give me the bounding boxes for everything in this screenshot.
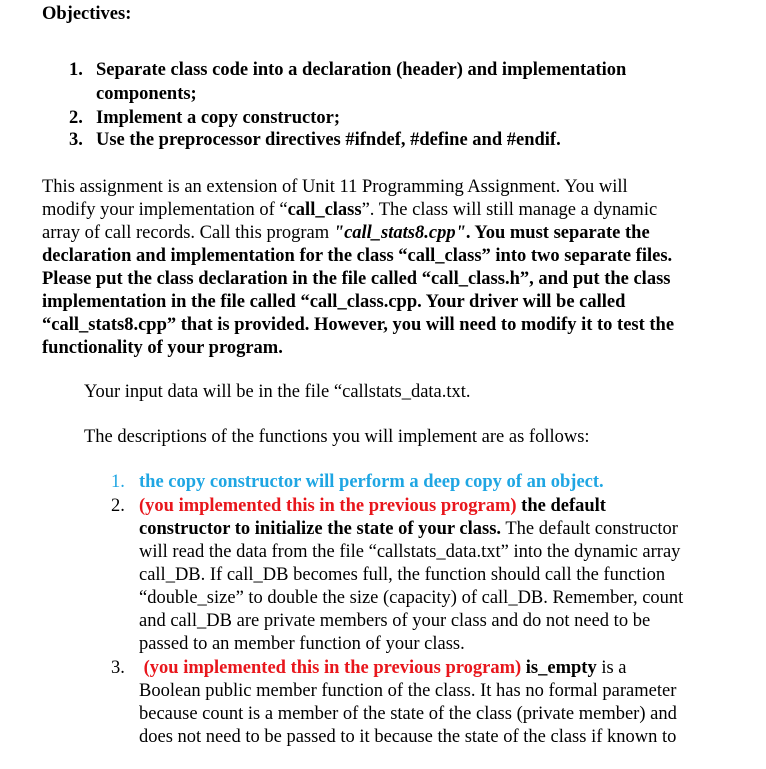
objective-item-2 xyxy=(69,106,340,130)
objective-text: Separate class code into a declaration (header) and implementation xyxy=(96,60,627,80)
intro-text: array of call records. Call this program xyxy=(42,223,334,243)
class-name: call_class xyxy=(287,200,362,220)
previous-program-note: (you implemented this in the previous program) xyxy=(139,658,522,678)
function-number: 2. xyxy=(111,496,125,516)
function-item-2-line-4: call_DB. If call_DB becomes full, the function should call the function xyxy=(139,565,666,585)
intro-text: ”. The class will still manage a dynamic xyxy=(361,200,658,220)
intro-text: . You must separate the xyxy=(465,223,650,243)
function-number: 1. xyxy=(111,472,125,492)
function-item-3-line-3: because count is a member of the state of the class (private member) and xyxy=(139,704,677,724)
intro-line-6: implementation in the file called “call_class.cpp. Your driver will be called xyxy=(42,292,626,312)
function-text: constructor to initialize the state of your class. xyxy=(139,519,502,539)
intro-line-4: declaration and implementation for the class “call_class” into two separate files. xyxy=(42,246,673,266)
function-item-2-line-7: passed to an member function of your class. xyxy=(139,634,465,654)
function-text: the default xyxy=(516,496,606,516)
function-item-2-line-2 xyxy=(139,517,678,541)
intro-text: modify your implementation of “ xyxy=(42,200,288,220)
function-item-1 xyxy=(111,470,604,494)
input-data-line: Your input data will be in the file “callstats_data.txt. xyxy=(84,382,471,402)
intro-line-3 xyxy=(42,221,650,245)
objective-item-3 xyxy=(69,128,561,152)
descriptions-intro: The descriptions of the functions you will implement are as follows: xyxy=(84,427,590,447)
objective-text: Implement a copy constructor; xyxy=(96,108,341,128)
objective-number: 3. xyxy=(69,130,83,150)
function-text: the copy constructor will perform a deep copy of an object. xyxy=(139,472,604,492)
intro-line-5: Please put the class declaration in the file called “call_class.h”, and put the class xyxy=(42,269,671,289)
objective-number: 2. xyxy=(69,108,83,128)
objective-item-1-continued: components; xyxy=(96,84,197,104)
function-item-2-line-6: and call_DB are private members of your class and do not need to be xyxy=(139,611,651,631)
objective-text: Use the preprocessor directives #ifndef, #define and #endif. xyxy=(96,130,561,150)
objectives-heading: Objectives: xyxy=(42,4,132,24)
function-text: is a xyxy=(596,658,627,678)
function-text: The default constructor xyxy=(501,519,678,539)
function-item-3-line-2: Boolean public member function of the class. It has no formal parameter xyxy=(139,681,677,701)
intro-line-8: functionality of your program. xyxy=(42,338,283,358)
function-item-3-line-4: does not need to be passed to it because the state of the class if known to xyxy=(139,727,677,747)
objective-item-1 xyxy=(69,58,626,82)
function-number: 3. xyxy=(111,658,125,678)
function-item-2 xyxy=(111,494,606,518)
function-name: is_empty xyxy=(521,658,597,678)
objective-number: 1. xyxy=(69,60,83,80)
program-filename: "call_stats8.cpp" xyxy=(333,223,466,243)
intro-line-1: This assignment is an extension of Unit 11 Programming Assignment. You will xyxy=(42,177,628,197)
intro-line-7: “call_stats8.cpp” that is provided. However, you will need to modify it to test the xyxy=(42,315,675,335)
intro-line-2 xyxy=(42,198,657,222)
previous-program-note: (you implemented this in the previous program) xyxy=(139,496,517,516)
function-item-3 xyxy=(111,656,627,680)
function-item-2-line-3: will read the data from the file “callstats_data.txt” into the dynamic array xyxy=(139,542,681,562)
function-item-2-line-5: “double_size” to double the size (capacity) of call_DB. Remember, count xyxy=(139,588,684,608)
